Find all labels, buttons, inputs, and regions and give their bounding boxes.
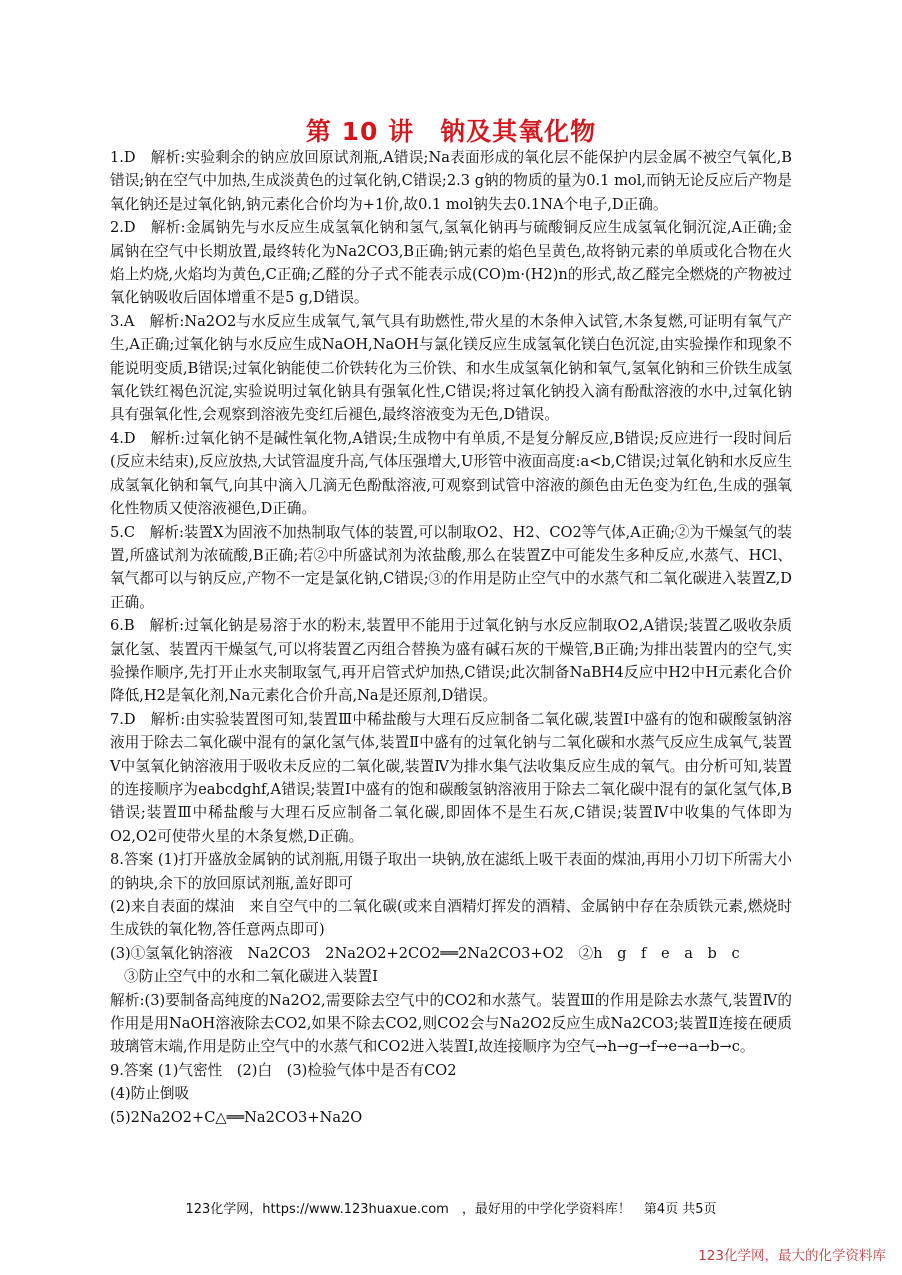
answer-6: 6.B 解析:过氧化钠是易溶于水的粉末,装置甲不能用于过氧化钠与水反应制取O2,A错误;装置乙吸收杂质氯化氢、装置丙干燥氢气,可以将装置乙丙组合替换为盛有碱石灰的干燥管,B正确;为排出装置内的空气,实验操作顺序,先打开止水夹制取氢气,再开启管式炉加热,C错误;此次制备NaBH4反应中H2中H元素化合价降低,H2是氧化剂,Na元素化合价升高,Na是还原剂,D错误。 [110, 617, 792, 705]
answer-8-part-3: (3)①氢氧化钠溶液 Na2CO3 2Na2O2+2CO2══2Na2CO3+O2 ②h g f e a b c [110, 944, 740, 962]
answer-9-part-3: (5)2Na2O2+C△══Na2CO3+Na2O [110, 1108, 363, 1126]
answer-4: 4.D 解析:过氧化钠不是碱性氧化物,A错误;生成物中有单质,不是复分解反应,B错误;反应进行一段时间后(反应未结束),反应放热,大试管温度升高,气体压强增大,U形管中液面高度:a<b,C错误;过氧化钠和水反应生成氢氧化钠和氧气,向其中滴入几滴无色酚酞溶液,可观察到试管中溶液的颜色由无色变为红色,生成的强氧化性物质又使溶液褪色,D正确。 [110, 429, 792, 518]
answer-8-part-1: 8.答案 (1)打开盛放金属钠的试剂瓶,用镊子取出一块钠,放在滤纸上吸干表面的煤油,再用小刀切下所需大小的钠块,余下的放回原试剂瓶,盖好即可 [110, 851, 792, 892]
answer-9-part-1: 9.答案 (1)气密性 (2)白 (3)检验气体中是否有CO2 [110, 1061, 457, 1079]
answer-8-part-2: (2)来自表面的煤油 来自空气中的二氧化碳(或来自酒精灯挥发的酒精、金属钠中存在杂质铁元素,燃烧时生成铁的氧化物,答任意两点即可) [110, 898, 792, 939]
answer-7: 7.D 解析:由实验装置图可知,装置Ⅲ中稀盐酸与大理石反应制备二氧化碳,装置Ⅰ中盛有的饱和碳酸氢钠溶液用于除去二氧化碳中混有的氯化氢气体,装置Ⅱ中盛有的过氧化钠与二氧化碳和水蒸气反应生成氧气,装置Ⅴ中氢氧化钠溶液用于吸收未反应的二氧化碳,装置Ⅳ为排水集气法收集反应生成的氧气。由分析可知,装置的连接顺序为eabcdghf,A错误;装置Ⅰ中盛有的饱和碳酸氢钠溶液用于除去二氧化碳中混有的氯化氢气体,B错误;装置Ⅲ中稀盐酸与大理石反应制备二氧化碳,即固体不是生石灰,C错误;装置Ⅳ中收集的气体即为O2,O2可使带火星的木条复燃,D正确。 [110, 710, 792, 845]
answer-content [110, 146, 792, 1129]
answer-9-part-2: (4)防止倒吸 [110, 1085, 190, 1103]
answer-2: 2.D 解析:金属钠先与水反应生成氢氧化钠和氢气,氢氧化钠再与硫酸铜反应生成氢氧化铜沉淀,A正确;金属钠在空气中长期放置,最终转化为Na2CO3,B正确;钠元素的焰色呈黄色,故将钠元素的单质或化合物在火焰上灼烧,火焰均为黄色,C正确;乙醛的分子式不能表示成(CO)m·(H2)n的形式,故乙醛完全燃烧的产物被过氧化钠吸收后固体增重不是5 g,D错误。 [110, 219, 792, 307]
page-footer: 123化学网，https://www.123huaxue.com ，最好用的中学化学资料库！ 第4页 共5页 [185, 1202, 717, 1217]
lesson-title: 第 10 讲 钠及其氧化物 [305, 117, 597, 146]
answer-3: 3.A 解析:Na2O2与水反应生成氧气,氧气具有助燃性,带火星的木条伸入试管,木条复燃,可证明有氧气产生,A正确;过氧化钠与水反应生成NaOH,NaOH与氯化镁反应生成氢氧化镁白色沉淀,由实验操作和现象不能说明变质,B错误;过氧化钠能使二价铁转化为三价铁、和水生成氢氧化钠和氧气,氢氧化钠和三价铁生成氢氧化铁红褐色沉淀,实验说明过氧化钠具有强氧化性,C错误;将过氧化钠投入滴有酚酞溶液的水中,过氧化钠具有强氧化性,会观察到溶液先变红后褪色,最终溶液变为无色,D错误。 [110, 312, 792, 424]
answer-5: 5.C 解析:装置X为固液不加热制取气体的装置,可以制取O2、H2、CO2等气体,A正确;②为干燥氢气的装置,所盛试剂为浓硫酸,B正确;若②中所盛试剂为浓盐酸,那么在装置Z中可能发生多种反应,水蒸气、HCl、氧气都可以与钠反应,产物不一定是氯化钠,C错误;③的作用是防止空气中的水蒸气和二氧化碳进入装置Z,D正确。 [110, 523, 792, 611]
answer-8-part-4: ③防止空气中的水和二氧化碳进入装置Ⅰ [124, 968, 378, 986]
site-watermark: 123化学网，最大的化学资料库 [698, 1248, 886, 1264]
answer-8-analysis: 解析:(3)要制备高纯度的Na2O2,需要除去空气中的CO2和水蒸气。装置Ⅲ的作用是除去水蒸气,装置Ⅳ的作用是用NaOH溶液除去CO2,如果不除去CO2,则CO2会与Na2O2反应生成Na2CO3;装置Ⅱ连接在硬质玻璃管末端,作用是防止空气中的水蒸气和CO2进入装置Ⅰ,故连接顺序为空气→h→g→f→e→a→b→c。 [110, 991, 792, 1056]
answer-1: 1.D 解析:实验剩余的钠应放回原试剂瓶,A错误;Na表面形成的氧化层不能保护内层金属不被空气氧化,B错误;钠在空气中加热,生成淡黄色的过氧化钠,C错误;2.3 g钠的物质的量为0.1 mol,而钠无论反应后产物是氧化钠还是过氧化钠,钠元素化合价均为+1价,故0.1 mol钠失去0.1NA个电子,D正确。 [110, 149, 792, 213]
